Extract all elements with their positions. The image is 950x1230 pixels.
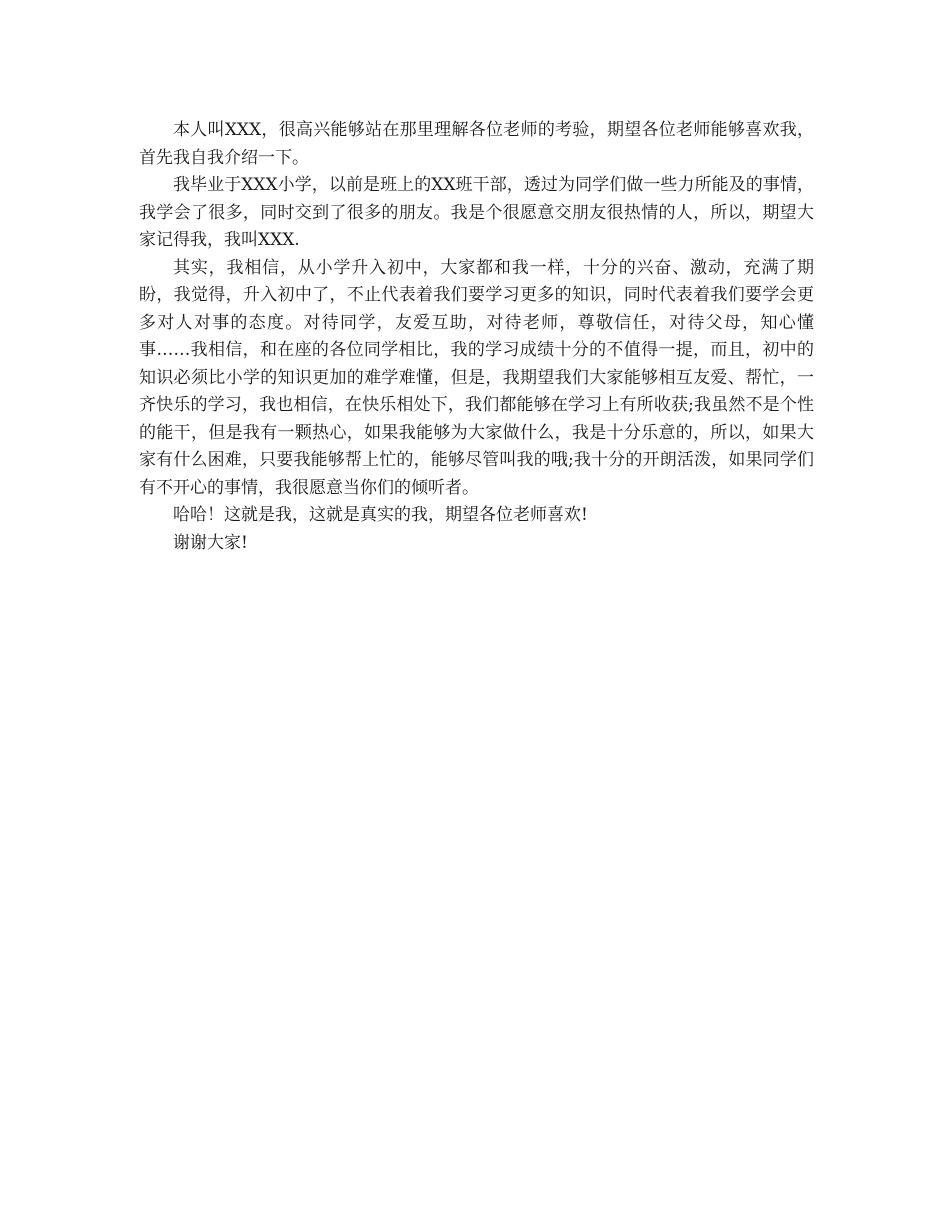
paragraph-closing: 哈哈！这就是我，这就是真实的我，期望各位老师喜欢! [173, 505, 588, 525]
paragraph-background: 我毕业于XXX小学，以前是班上的XX班干部，透过为同学们做一些力所能及的事情，我学会了很多，同时交到了很多的朋友。我是个很愿意交朋友很热情的人，所以，期望大家记得我，我叫XXX. [139, 175, 814, 250]
paragraph-expectations: 其实，我相信，从小学升入初中，大家都和我一样，十分的兴奋、激动，充满了期盼，我觉得，升入初中了，不止代表着我们要学习更多的知识，同时代表着我们要学会更多对人对事的态度。对待同学，友爱互助，对待老师，尊敬信任，对待父母，知心懂事……我相信，和在座的各位同学相比，我的学习成绩十分的不值得一提，而且，初中的知识必须比小学的知识更加的难学难懂，但是，我期望我们大家能够相互友爱、帮忙，一齐快乐的学习，我也相信，在快乐相处下，我们都能够在学习上有所收获;我虽然不是个性的能干，但是我有一颗热心，如果我能够为大家做什么，我是十分乐意的，所以，如果大家有什么困难，只要我能够帮上忙的，能够尽管叫我的哦;我十分的开朗活泼，如果同学们有不开心的事情，我很愿意当你们的倾听者。 [139, 257, 814, 498]
paragraph-thanks: 谢谢大家! [173, 532, 248, 553]
paragraph-intro: 本人叫XXX，很高兴能够站在那里理解各位老师的考验，期望各位老师能够喜欢我，首先我自我介绍一下。 [139, 120, 814, 168]
document-body [139, 117, 814, 557]
